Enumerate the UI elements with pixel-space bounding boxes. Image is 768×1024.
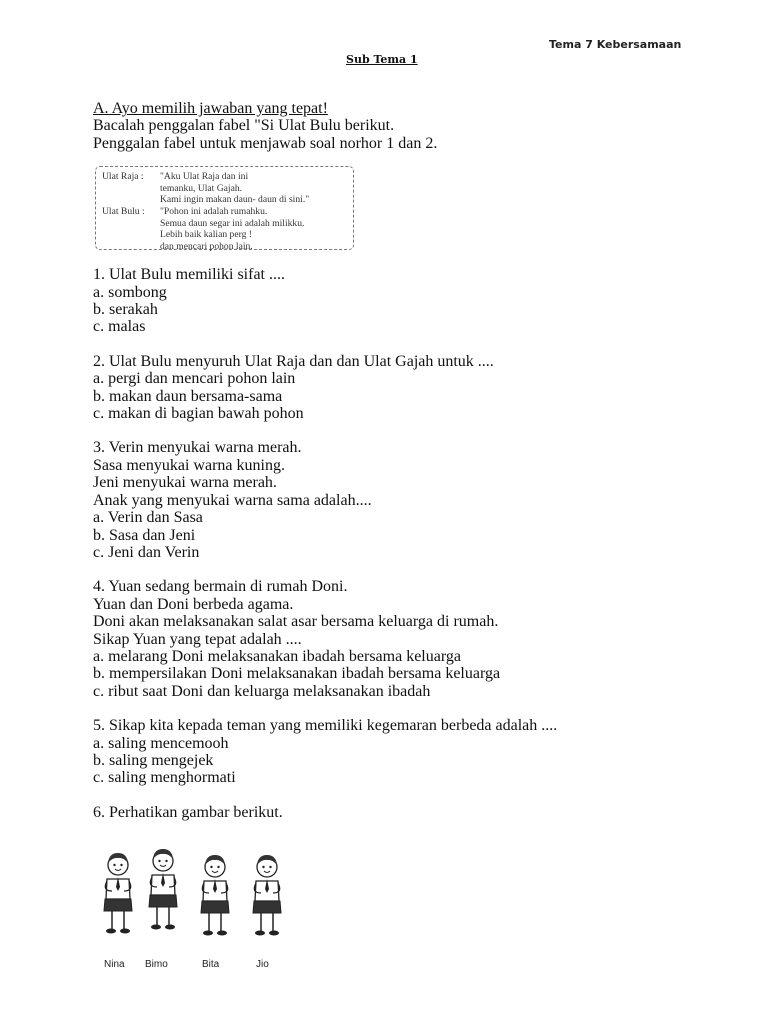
fable-line: Semua daun segar ini adalah milikku.	[160, 217, 305, 229]
option-c: c. saling menghormati	[93, 769, 236, 787]
option-a: a. sombong	[93, 283, 167, 301]
question-stem: 6. Perhatikan gambar berikut.	[93, 803, 283, 821]
option-a: a. Verin dan Sasa	[93, 509, 203, 527]
option-b: b. serakah	[93, 301, 158, 319]
fable-line: Lebih baik kalian perg !	[160, 229, 252, 241]
fable-line: "Pohon ini adalah rumahku.	[160, 206, 268, 217]
question-stem: Jeni menyukai warna merah.	[93, 474, 277, 492]
question-stem: 2. Ulat Bulu menyuruh Ulat Raja dan dan Ulat Gajah untuk ....	[93, 352, 494, 370]
fable-line: dan mencari pohon lain.	[160, 240, 253, 252]
child-name: Jio	[256, 959, 269, 970]
question-4	[93, 578, 733, 700]
subtheme-title: Sub Tema 1	[346, 53, 418, 66]
intro-line-2: Penggalan fabel untuk menjawab soal norhor 1 dan 2.	[93, 134, 438, 152]
question-stem: 1. Ulat Bulu memiliki sifat ....	[93, 266, 285, 284]
child-name: Nina	[104, 959, 125, 970]
fable-box	[95, 166, 354, 250]
fable-speaker-2: Ulat Bulu :	[102, 206, 145, 217]
fable-line: Kami ingin makan daun- daun di sini."	[160, 194, 310, 206]
question-stem: Sikap Yuan yang tepat adalah ....	[93, 630, 302, 648]
question-stem: Anak yang menyukai warna sama adalah....	[93, 491, 372, 509]
theme-label: Tema 7 Kebersamaan	[549, 38, 682, 51]
child-name: Bita	[202, 959, 220, 970]
question-stem: Sasa menyukai warna kuning.	[93, 456, 285, 474]
fable-line: "Aku Ulat Raja dan ini	[160, 171, 249, 183]
question-stem: 5. Sikap kita kepada teman yang memiliki kegemaran berbeda adalah ....	[93, 717, 558, 735]
child-name: Bimo	[145, 959, 168, 970]
question-1	[93, 266, 733, 336]
fable-speaker-1: Ulat Raja :	[102, 171, 144, 183]
question-3	[93, 439, 733, 561]
option-a: a. pergi dan mencari pohon lain	[93, 370, 296, 388]
fable-line: temanku, Ulat Gajah.	[160, 182, 243, 194]
question-5	[93, 717, 733, 787]
child-figure	[253, 855, 281, 936]
option-b: b. Sasa dan Jeni	[93, 526, 196, 544]
option-c: c. makan di bagian bawah pohon	[93, 405, 304, 423]
question-stem: Yuan dan Doni berbeda agama.	[93, 595, 294, 613]
option-c: c. malas	[93, 318, 146, 336]
children-illustration	[96, 843, 296, 978]
option-b: b. mempersilakan Doni melaksanakan ibadah bersama keluarga	[93, 665, 501, 683]
option-b: b. saling mengejek	[93, 751, 214, 769]
option-c: c. Jeni dan Verin	[93, 543, 200, 561]
worksheet-content	[93, 100, 733, 821]
fable-row	[102, 171, 353, 183]
child-figure	[149, 849, 177, 930]
option-a: a. saling mencemooh	[93, 734, 229, 752]
option-c: c. ribut saat Doni dan keluarga melaksanakan ibadah	[93, 682, 431, 700]
intro-line-1: Bacalah penggalan fabel "Si Ulat Bulu berikut.	[93, 117, 395, 135]
child-figure	[201, 855, 229, 936]
question-stem: 4. Yuan sedang bermain di rumah Doni.	[93, 578, 348, 596]
section-title: A. Ayo memilih jawaban yang tepat!	[93, 100, 328, 117]
option-b: b. makan daun bersama-sama	[93, 387, 283, 405]
option-a: a. melarang Doni melaksanakan ibadah bersama keluarga	[93, 647, 461, 665]
fable-row	[102, 206, 353, 218]
question-6	[93, 804, 733, 821]
question-stem: 3. Verin menyukai warna merah.	[93, 439, 302, 457]
child-figure	[104, 853, 132, 934]
question-stem: Doni akan melaksanakan salat asar bersama keluarga di rumah.	[93, 613, 499, 631]
question-2	[93, 353, 733, 423]
